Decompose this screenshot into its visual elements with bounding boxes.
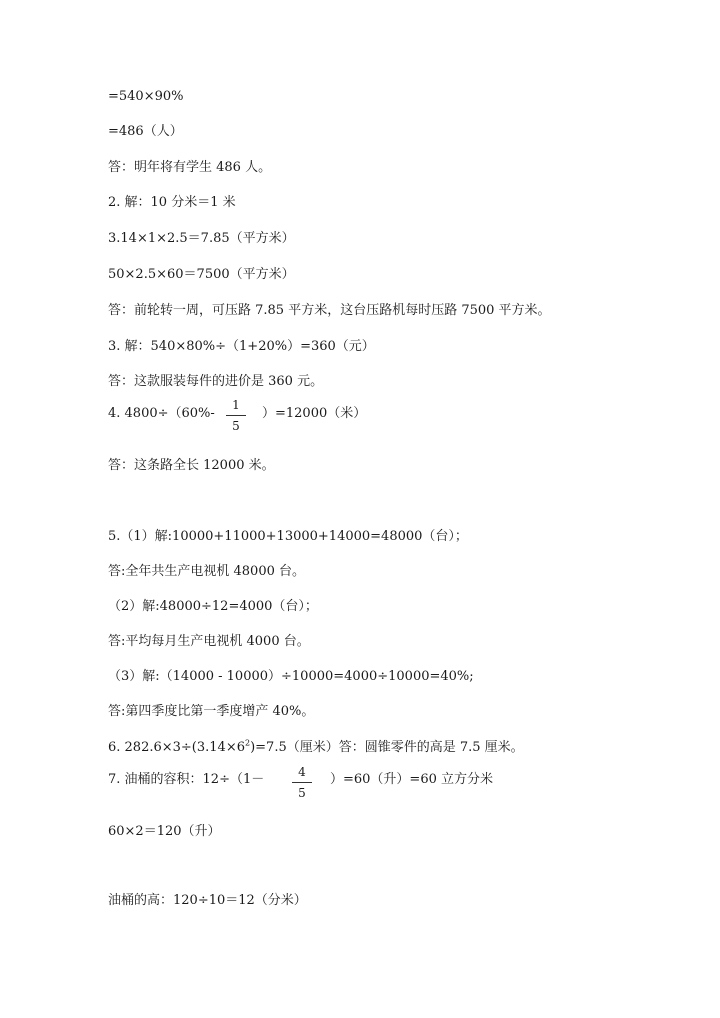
text-line: 答：这条路全长 12000 米。 xyxy=(108,458,275,473)
text-line xyxy=(108,739,524,757)
text-line: 60×2＝120（升） xyxy=(108,824,221,839)
fraction-bar xyxy=(292,782,312,783)
text-line: 4. 4800÷（60%- xyxy=(108,406,215,421)
text-line: 7. 油桶的容积：12÷（1－ xyxy=(108,772,265,787)
text-line: 答：这款服装每件的进价是 360 元。 xyxy=(108,374,324,389)
text-line: 油桶的高：120÷10＝12（分米） xyxy=(108,893,307,908)
text-line: 答：明年将有学生 486 人。 xyxy=(108,160,272,175)
fraction-bar xyxy=(226,415,246,416)
text-line: 50×2.5×60＝7500（平方米） xyxy=(108,267,295,282)
text-line: 5.（1）解:10000+11000+13000+14000=48000（台）； xyxy=(108,529,468,544)
text-line: 3.14×1×2.5＝7.85（平方米） xyxy=(108,231,295,246)
text-line: 2. 解：10 分米＝1 米 xyxy=(108,195,236,210)
text-line: （3）解:（14000 - 10000）÷10000=4000÷10000=40%; xyxy=(108,669,474,684)
fraction-one-fifth xyxy=(226,398,246,433)
text-line: =486（人） xyxy=(108,124,183,139)
fraction-denominator: 5 xyxy=(232,419,240,433)
text-line: 答:平均每月生产电视机 4000 台。 xyxy=(108,634,310,649)
text-line: 答:第四季度比第一季度增产 40%。 xyxy=(108,704,315,719)
fraction-numerator: 4 xyxy=(298,765,306,779)
text-line: 答:全年共生产电视机 48000 台。 xyxy=(108,564,305,579)
text-line: （2）解:48000÷12=4000（台）； xyxy=(108,599,318,614)
text-line: 答：前轮转一周，可压路 7.85 平方米，这台压路机每时压路 7500 平方米。 xyxy=(108,303,551,318)
fraction-denominator: 5 xyxy=(298,786,306,800)
fraction-numerator: 1 xyxy=(232,398,240,412)
text-line: ）=12000（米） xyxy=(262,406,367,421)
text-segment: 6. 282.6×3÷(3.14×6 xyxy=(108,740,245,755)
text-line: =540×90% xyxy=(108,89,184,104)
superscript: 2 xyxy=(245,738,251,748)
text-line: ）=60（升）=60 立方分米 xyxy=(330,772,494,787)
text-line: 3. 解：540×80%÷（1+20%）=360（元） xyxy=(108,339,375,354)
text-segment: )=7.5（厘米）答：圆锥零件的高是 7.5 厘米。 xyxy=(250,740,524,755)
fraction-four-fifths xyxy=(292,765,312,800)
